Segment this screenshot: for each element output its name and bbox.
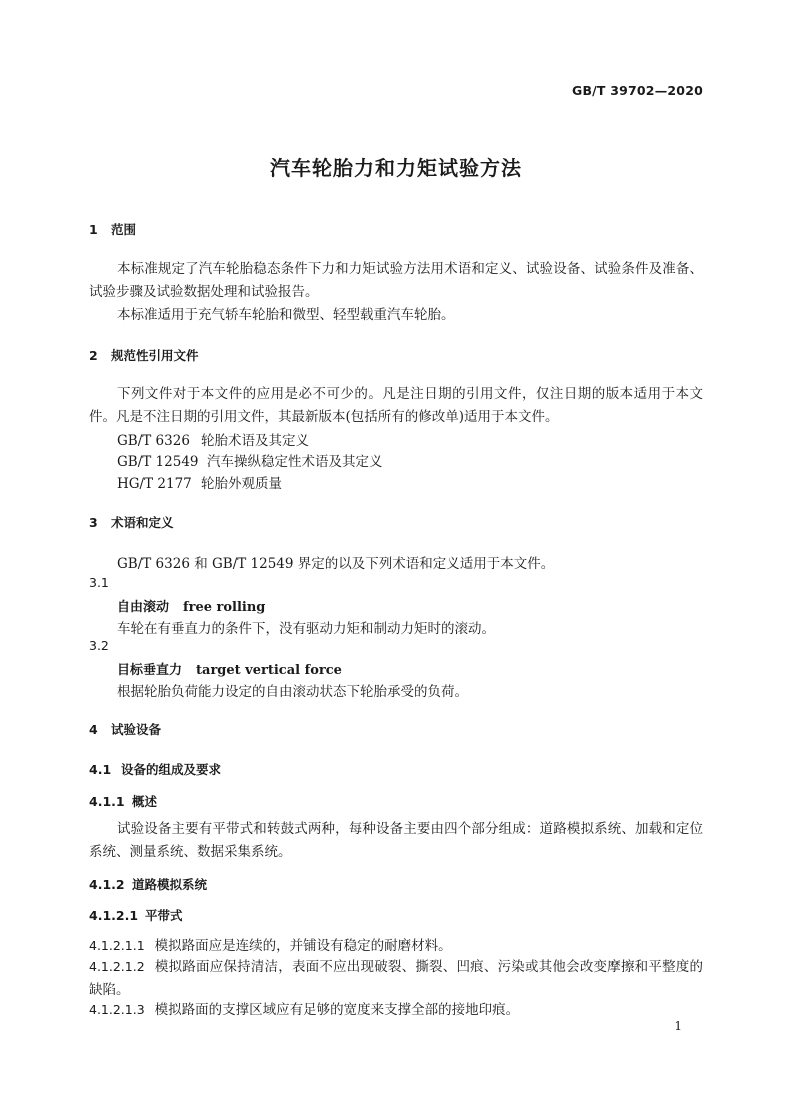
paragraph: GB/T 6326 和 GB/T 12549 界定的以及下列术语和定义适用于本文件。 (117, 556, 555, 572)
paragraph: 本标准规定了汽车轮胎稳态条件下力和力矩试验方法用术语和定义、试验设备、试验条件及准备、试验步骤及试验数据处理和试验报告。 (89, 261, 703, 300)
reference-code: GB/T 6326 (117, 433, 190, 449)
section-title: 设备的组成及要求 (121, 762, 222, 777)
clause-number: 4.1.2.1.3 (89, 1002, 145, 1017)
section-number: 1 (89, 222, 98, 237)
subsection-4-1-2-1-heading (89, 906, 183, 924)
document-title: 汽车轮胎力和力矩试验方法 (270, 156, 522, 180)
section-number: 4.1.2 (89, 877, 125, 892)
section-title: 规范性引用文件 (111, 348, 199, 363)
reference-title: 汽车操纵稳定性术语及其定义 (207, 454, 383, 470)
section-number: 4.1.2.1 (89, 908, 139, 923)
subsection-4-1-2-heading (89, 875, 207, 893)
term-definition: 车轮在有垂直力的条件下，没有驱动力矩和制动力矩时的滚动。 (117, 621, 495, 637)
standard-id: GB/T 39702—2020 (571, 83, 703, 98)
reference-code: GB/T 12549 (117, 454, 199, 470)
clause-number: 4.1.2.1.1 (89, 938, 145, 953)
section-number: 4 (89, 722, 98, 737)
term-zh: 目标垂直力 (117, 663, 183, 678)
term-entry (117, 596, 265, 615)
reference-title: 轮胎外观质量 (201, 476, 282, 492)
section-title: 术语和定义 (111, 515, 174, 530)
clause (89, 955, 703, 1002)
clause-number: 4.1.2.1.2 (89, 959, 145, 974)
section-2-heading (89, 346, 199, 364)
term-en: free rolling (183, 600, 266, 615)
term-number: 3.2 (89, 638, 109, 653)
clause-text: 模拟路面的支撑区域应有足够的宽度来支撑全部的接地印痕。 (154, 1002, 520, 1018)
section-number: 4.1 (89, 762, 112, 777)
subsection-4-1-1-heading (89, 792, 157, 810)
term-number: 3.1 (89, 575, 109, 590)
reference-title: 轮胎术语及其定义 (201, 433, 309, 449)
clause-text: 模拟路面应是连续的，并铺设有稳定的耐磨材料。 (154, 938, 452, 954)
section-title: 平带式 (145, 908, 183, 923)
term-entry (117, 659, 342, 678)
section-number: 2 (89, 348, 98, 363)
page-number: 1 (674, 1019, 682, 1033)
section-4-heading (89, 720, 161, 738)
term-en: target vertical force (196, 663, 342, 678)
section-title: 范围 (111, 222, 137, 237)
reference-item (117, 450, 383, 470)
clause (89, 998, 703, 1022)
term-definition: 根据轮胎负荷能力设定的自由滚动状态下轮胎承受的负荷。 (117, 684, 468, 700)
reference-item (117, 472, 282, 492)
section-3-heading (89, 513, 174, 531)
section-number: 3 (89, 515, 98, 530)
clause-text: 模拟路面应保持清洁，表面不应出现破裂、撕裂、凹痕、污染或其他会改变摩擦和平整度的缺陷。 (89, 959, 703, 998)
reference-item (117, 429, 309, 449)
section-1-heading (89, 220, 136, 238)
section-title: 试验设备 (111, 722, 162, 737)
paragraph: 本标准适用于充气轿车轮胎和微型、轻型载重汽车轮胎。 (117, 307, 455, 323)
section-number: 4.1.1 (89, 794, 125, 809)
paragraph: 试验设备主要有平带式和转鼓式两种，每种设备主要由四个部分组成：道路模拟系统、加载和定位系统、测量系统、数据采集系统。 (89, 821, 703, 860)
paragraph: 下列文件对于本文件的应用是必不可少的。凡是注日期的引用文件，仅注日期的版本适用于本文件。凡是不注日期的引用文件，其最新版本(包括所有的修改单)适用于本文件。 (89, 386, 703, 425)
term-zh: 自由滚动 (117, 600, 170, 615)
subsection-4-1-heading (89, 760, 221, 778)
section-title: 概述 (132, 794, 158, 809)
section-title: 道路模拟系统 (132, 877, 208, 892)
reference-code: HG/T 2177 (117, 476, 192, 492)
